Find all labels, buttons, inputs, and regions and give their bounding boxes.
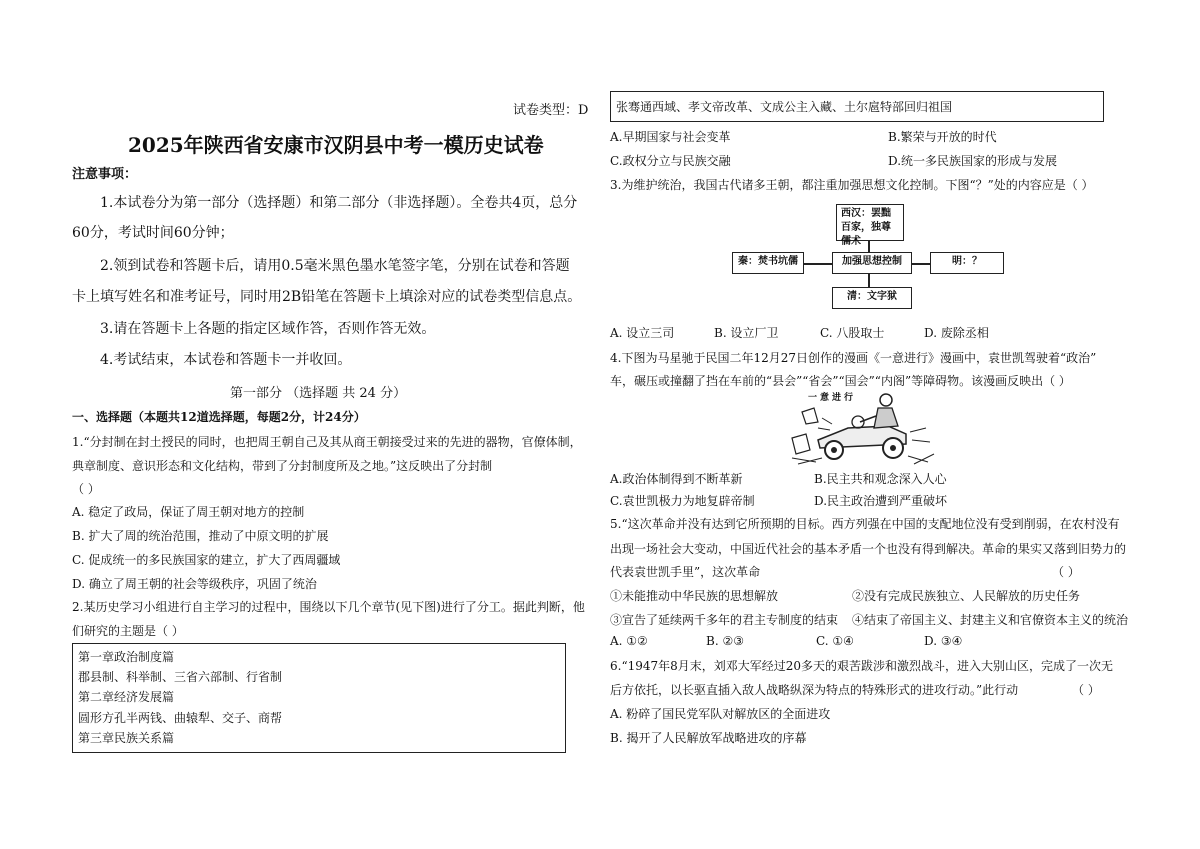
q3-option-c: C. 八股取士 xyxy=(820,326,885,340)
q1-option-b: B. 扩大了周的统治范围，推动了中原文明的扩展 xyxy=(72,529,329,543)
q4-option-c: C.袁世凯极力为地复辟帝制 xyxy=(610,494,755,508)
q6-option-b: B. 揭开了人民解放军战略进攻的序幕 xyxy=(610,731,807,745)
notes-heading: 注意事项： xyxy=(72,167,138,182)
connector-line xyxy=(910,263,930,265)
notes-item: 2.领到试卷和答题卡后，请用0.5毫米黑色墨水笔签字笔，分别在试卷和答题 xyxy=(100,258,570,274)
q5-stem: 5.“这次革命并没有达到它所预期的目标。西方列强在中国的支配地位没有受到削弱，在农村没有 xyxy=(610,517,1120,531)
q2-box-line: 第一章政治制度篇 xyxy=(78,650,175,664)
q4-option-b: B.民主共和观念深入人心 xyxy=(814,472,947,486)
diagram-left-box: 秦：焚书坑儒 xyxy=(732,252,804,274)
connector-line xyxy=(868,240,870,252)
notes-item: 卡上填写姓名和准考证号，同时用2B铅笔在答题卡上填涂对应的试卷类型信息点。 xyxy=(72,289,582,305)
q2-stem: 2.某历史学习小组进行自主学习的过程中，围绕以下几个章节(见下图)进行了分工。据此判断，他 xyxy=(72,600,585,614)
q2-box-line: 圆形方孔半两钱、曲辕犁、交子、商帮 xyxy=(78,711,283,725)
q2-option-a: A.早期国家与社会变革 xyxy=(610,130,731,144)
q5-stem: 代表袁世凯手里”，这次革命 xyxy=(610,565,761,579)
q6-stem: 后方依托，以长驱直插入敌人战略纵深为特点的特殊形式的进攻行动。”此行动 xyxy=(610,683,1019,697)
q5-statement: ①未能推动中华民族的思想解放 xyxy=(610,589,779,603)
q2-box-line: 张骞通西域、孝文帝改革、文成公主入藏、土尔扈特部回归祖国 xyxy=(616,100,953,114)
q5-statement: ③宣告了延续两千多年的君主专制度的结束 xyxy=(610,613,839,627)
q3-option-d: D. 废除丞相 xyxy=(924,326,989,340)
q2-box-line: 郡县制、科举制、三省六部制、行省制 xyxy=(78,670,283,684)
q2-option-b: B.繁荣与开放的时代 xyxy=(888,130,997,144)
q4-option-a: A.政治体制得到不断革新 xyxy=(610,472,743,486)
q2-box-line: 第二章经济发展篇 xyxy=(78,690,175,704)
q3-stem: 3.为维护统治，我国古代诸多王朝，都注重加强思想文化控制。下图“？”处的内容应是（ ） xyxy=(610,178,1094,192)
diagram-right-box: 明：？ xyxy=(930,252,1004,274)
connector-line xyxy=(868,273,870,287)
q5-option-c: C. ①④ xyxy=(816,634,854,648)
q5-statement: ④结束了帝国主义、封建主义和官僚资本主义的统治 xyxy=(852,613,1129,627)
q1-blank: （ ） xyxy=(72,482,100,496)
notes-item: 1.本试卷分为第一部分（选择题）和第二部分（非选择题）。全卷共4页，总分 xyxy=(100,195,578,211)
q5-option-d: D. ③④ xyxy=(924,634,963,648)
q1-stem: 1.“分封制在封土授民的同时，也把周王朝自己及其从商王朝接受过来的先进的器物，官僚体制， xyxy=(72,435,582,449)
q5-statement: ②没有完成民族独立、人民解放的历史任务 xyxy=(852,589,1081,603)
exam-type-label: 试卷类型：D xyxy=(513,103,589,118)
notes-item: 3.请在答题卡上各题的指定区域作答，否则作答无效。 xyxy=(100,321,436,337)
section-heading: 一、选择题（本题共12道选择题，每题2分，计24分） xyxy=(72,410,366,424)
page-title: 2025年陕西省安康市汉阴县中考一模历史试卷 xyxy=(128,133,544,157)
q6-option-a: A. 粉碎了国民党军队对解放区的全面进攻 xyxy=(610,707,831,721)
q1-stem: 典章制度、意识形态和文化结构，带到了分封制度所及之地。”这反映出了分封制 xyxy=(72,459,493,473)
part1-heading: 第一部分 （选择题 共 24 分） xyxy=(230,386,407,401)
q5-option-a: A. ①② xyxy=(610,634,648,648)
q2-stem: 们研究的主题是（ ） xyxy=(72,624,184,638)
q2-box-line: 第三章民族关系篇 xyxy=(78,731,175,745)
notes-item: 60分，考试时间60分钟； xyxy=(72,225,234,241)
q3-option-a: A. 设立三司 xyxy=(610,326,675,340)
q6-stem: 6.“1947年8月末，刘邓大军经过20多天的艰苦跋涉和激烈战斗，进入大别山区，完成了一次无 xyxy=(610,659,1114,673)
q2-option-d: D.统一多民族国家的形成与发展 xyxy=(888,154,1058,168)
q5-option-b: B. ②③ xyxy=(706,634,744,648)
q1-option-d: D. 确立了周王朝的社会等级秩序，巩固了统治 xyxy=(72,577,317,591)
cartoon-title: 一意进行 xyxy=(808,393,857,403)
q5-stem: 出现一场社会大变动，中国近代社会的基本矛盾一个也没有得到解决。革命的果实又落到旧势力的 xyxy=(610,542,1127,556)
diagram-center-box: 加强思想控制 xyxy=(832,252,912,274)
q3-option-b: B. 设立厂卫 xyxy=(714,326,779,340)
diagram-bottom-box: 清：文字狱 xyxy=(832,287,912,309)
q4-cartoon xyxy=(788,388,938,468)
q5-blank: （ ） xyxy=(1052,565,1080,579)
connector-line xyxy=(804,263,832,265)
q4-stem: 车，碾压或撞翻了挡在车前的“县会”“省会”“国会”“内阁”等障碍物。该漫画反映出（ ） xyxy=(610,374,1071,388)
diagram-top-box: 西汉：罢黜百家，独尊儒术 xyxy=(836,204,904,241)
q4-stem: 4.下图为马星驰于民国二年12月27日创作的漫画《一意进行》漫画中，袁世凯驾驶着“政治” xyxy=(610,351,1097,365)
q1-option-a: A. 稳定了政局，保证了周王朝对地方的控制 xyxy=(72,505,305,519)
notes-item: 4.考试结束，本试卷和答题卡一并收回。 xyxy=(100,352,352,368)
q2-option-c: C.政权分立与民族交融 xyxy=(610,154,731,168)
q6-blank: （ ） xyxy=(1072,683,1100,697)
q1-option-c: C. 促成统一的多民族国家的建立，扩大了西周疆域 xyxy=(72,553,341,567)
q4-option-d: D.民主政治遭到严重破坏 xyxy=(814,494,948,508)
